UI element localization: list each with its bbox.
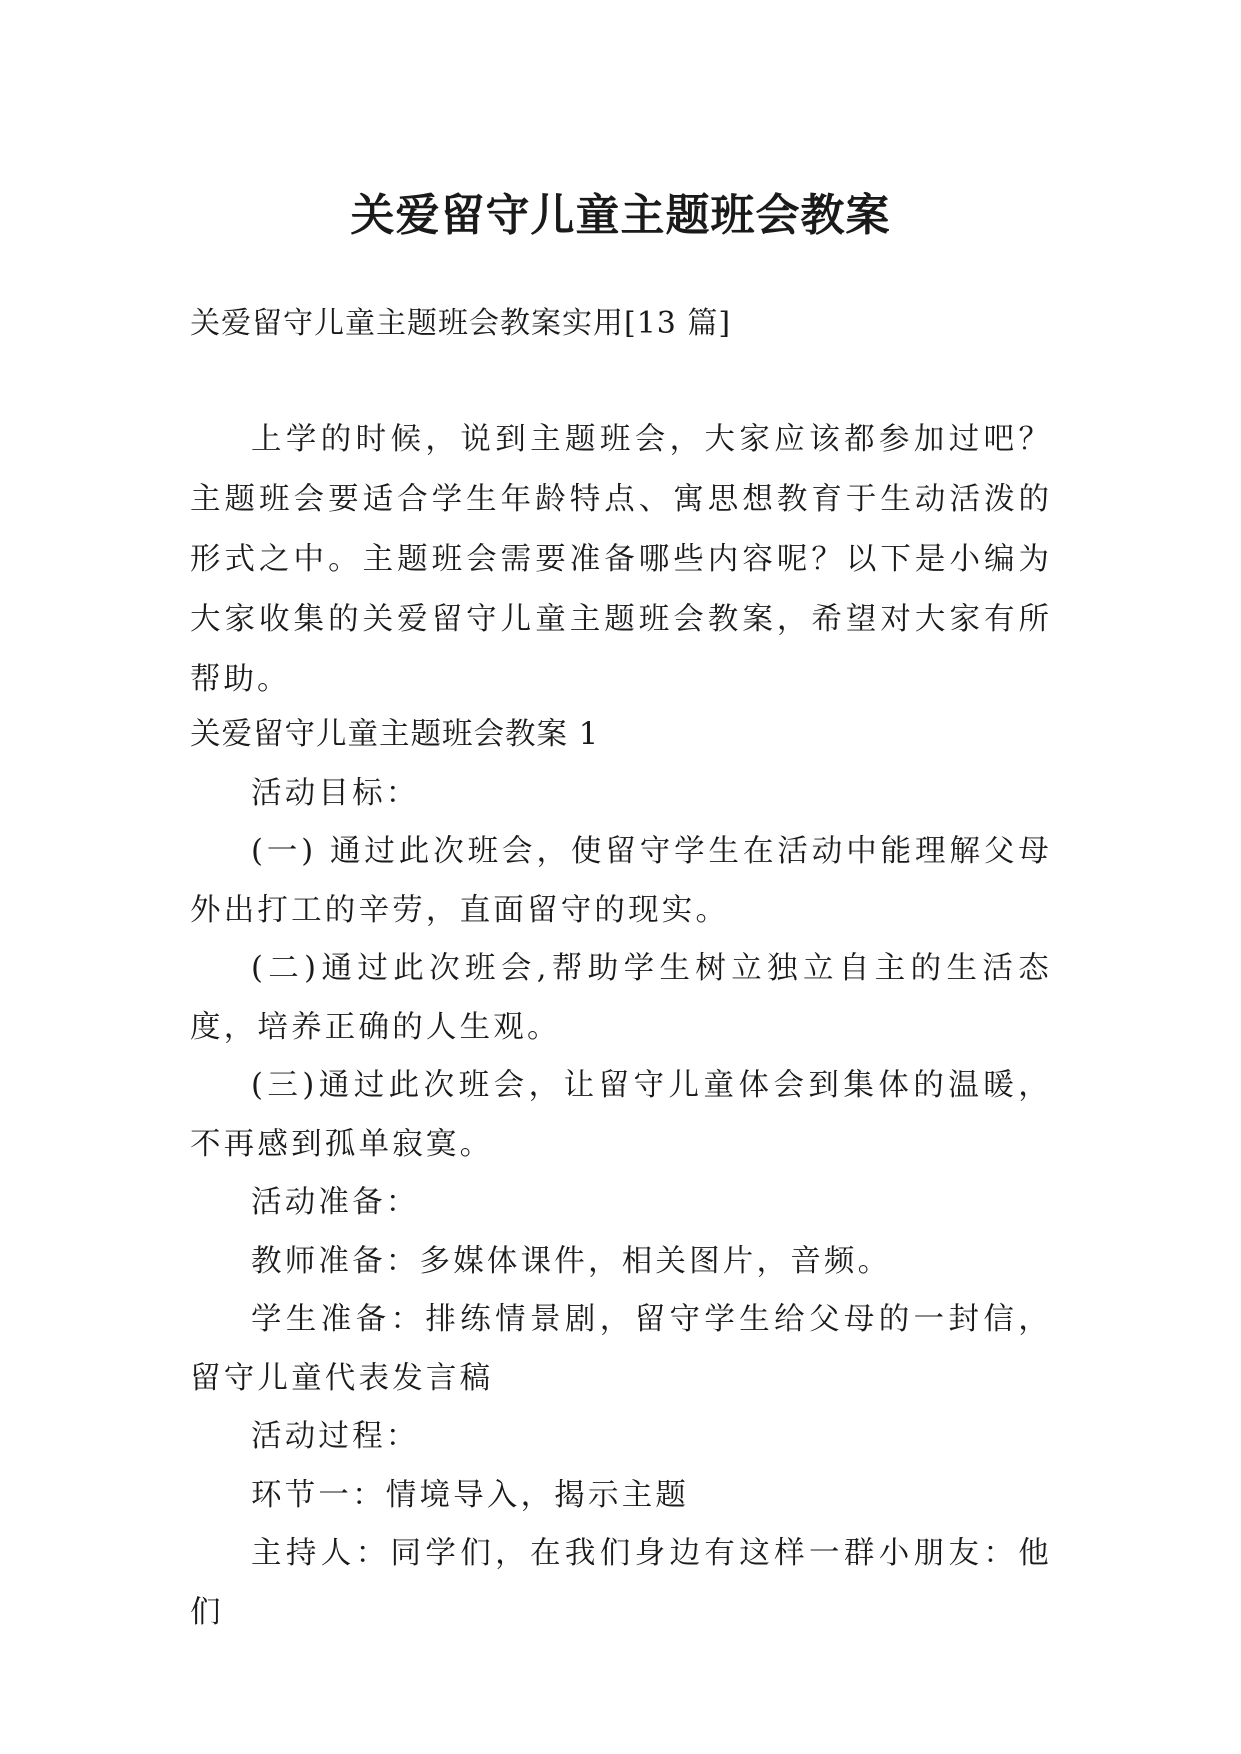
section-heading: 关爱留守儿童主题班会教案 1: [190, 717, 600, 752]
student-preparation: 学生准备：排练情景剧，留守学生给父母的一封信，留守儿童代表发言稿: [190, 1302, 1052, 1396]
activity-preparation-heading: 活动准备：: [251, 1185, 420, 1220]
document-subtitle: 关爱留守儿童主题班会教案实用[13 篇]: [190, 306, 732, 341]
intro-paragraph: 上学的时候，说到主题班会，大家应该都参加过吧？主题班会要适合学生年龄特点、寓思想教育于生动活泼的形式之中。主题班会需要准备哪些内容呢？以下是小编为大家收集的关爱留守儿童主题班会教案，希望对大家有所帮助。: [190, 422, 1052, 697]
goal-two: (二)通过此次班会,帮助学生树立独立自主的生活态度，培养正确的人生观。: [190, 951, 1052, 1045]
goal-one: (一) 通过此次班会，使留守学生在活动中能理解父母外出打工的辛劳，直面留守的现实。: [190, 834, 1052, 928]
page-title: 关爱留守儿童主题班会教案: [350, 190, 891, 242]
teacher-preparation: 教师准备：多媒体课件，相关图片，音频。: [251, 1243, 892, 1279]
activity-goals-heading: 活动目标：: [251, 775, 420, 811]
host-speech: 主持人：同学们，在我们身边有这样一群小朋友：他们: [190, 1536, 1052, 1630]
lesson-plan-body: [190, 706, 1052, 1642]
goal-three: (三)通过此次班会，让留守儿童体会到集体的温暖，不再感到孤单寂寞。: [190, 1068, 1052, 1162]
step-one-heading: 环节一：情境导入，揭示主题: [251, 1477, 690, 1513]
activity-process-heading: 活动过程：: [251, 1419, 420, 1454]
